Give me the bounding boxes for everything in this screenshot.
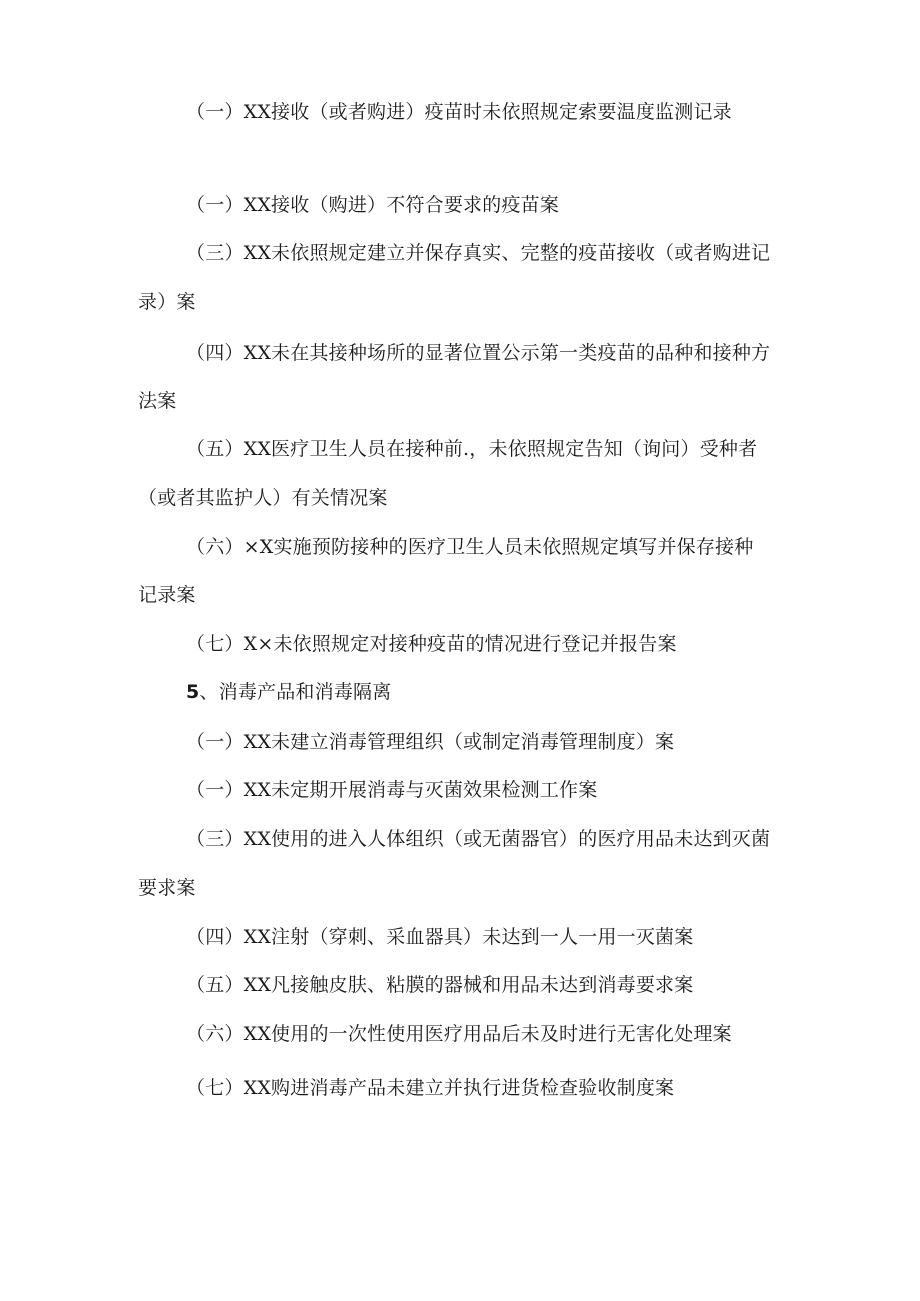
section-title: 、消毒产品和消毒隔离 (199, 681, 392, 703)
vaccine-item-7: （七）X×未依照规定对接种疫苗的情况进行登记并报告案 (186, 633, 677, 655)
disinfection-item-3-cont: 要求案 (138, 877, 196, 899)
vaccine-item-5: （五）XX医疗卫生人员在接种前.，未依照规定告知（询问）受种者 (186, 438, 758, 460)
vaccine-item-3: （三）XX未依照规定建立并保存真实、完整的疫苗接收（或者购进记 (186, 242, 771, 264)
vaccine-item-4: （四）XX未在其接种场所的显著位置公示第一类疫苗的品种和接种方 (186, 342, 771, 364)
disinfection-item-2: （一）XX未定期开展消毒与灭菌效果检测工作案 (186, 779, 598, 801)
disinfection-item-5: （五）XX凡接触皮肤、粘膜的器械和用品未达到消毒要求案 (186, 974, 694, 996)
disinfection-item-6: （六）XX使用的一次性使用医疗用品后未及时进行无害化处理案 (186, 1023, 732, 1045)
vaccine-item-6: （六）×X实施预防接种的医疗卫生人员未依照规定填写并保存接种 (186, 536, 754, 558)
vaccine-item-3-cont: 录）案 (138, 291, 196, 313)
vaccine-item-6-cont: 记录案 (138, 584, 196, 606)
disinfection-item-7: （七）XX购进消毒产品未建立并执行进货检查验收制度案 (186, 1077, 675, 1099)
disinfection-item-1: （一）XX未建立消毒管理组织（或制定消毒管理制度）案 (186, 731, 675, 753)
vaccine-item-5-cont: （或者其监护人）有关情况案 (138, 487, 388, 509)
vaccine-item-2: （一）XX接收（购进）不符合要求的疫苗案 (186, 194, 560, 216)
disinfection-item-4: （四）XX注射（穿刺、采血器具）未达到一人一用一灭菌案 (186, 926, 694, 948)
vaccine-item-4-cont: 法案 (138, 390, 177, 412)
section-heading-5 (186, 680, 391, 704)
vaccine-item-1: （一）XX接收（或者购进）疫苗时未依照规定索要温度监测记录 (186, 101, 732, 123)
section-number: 5 (186, 681, 200, 703)
disinfection-item-3: （三）XX使用的进入人体组织（或无菌器官）的医疗用品未达到灭菌 (186, 828, 771, 850)
